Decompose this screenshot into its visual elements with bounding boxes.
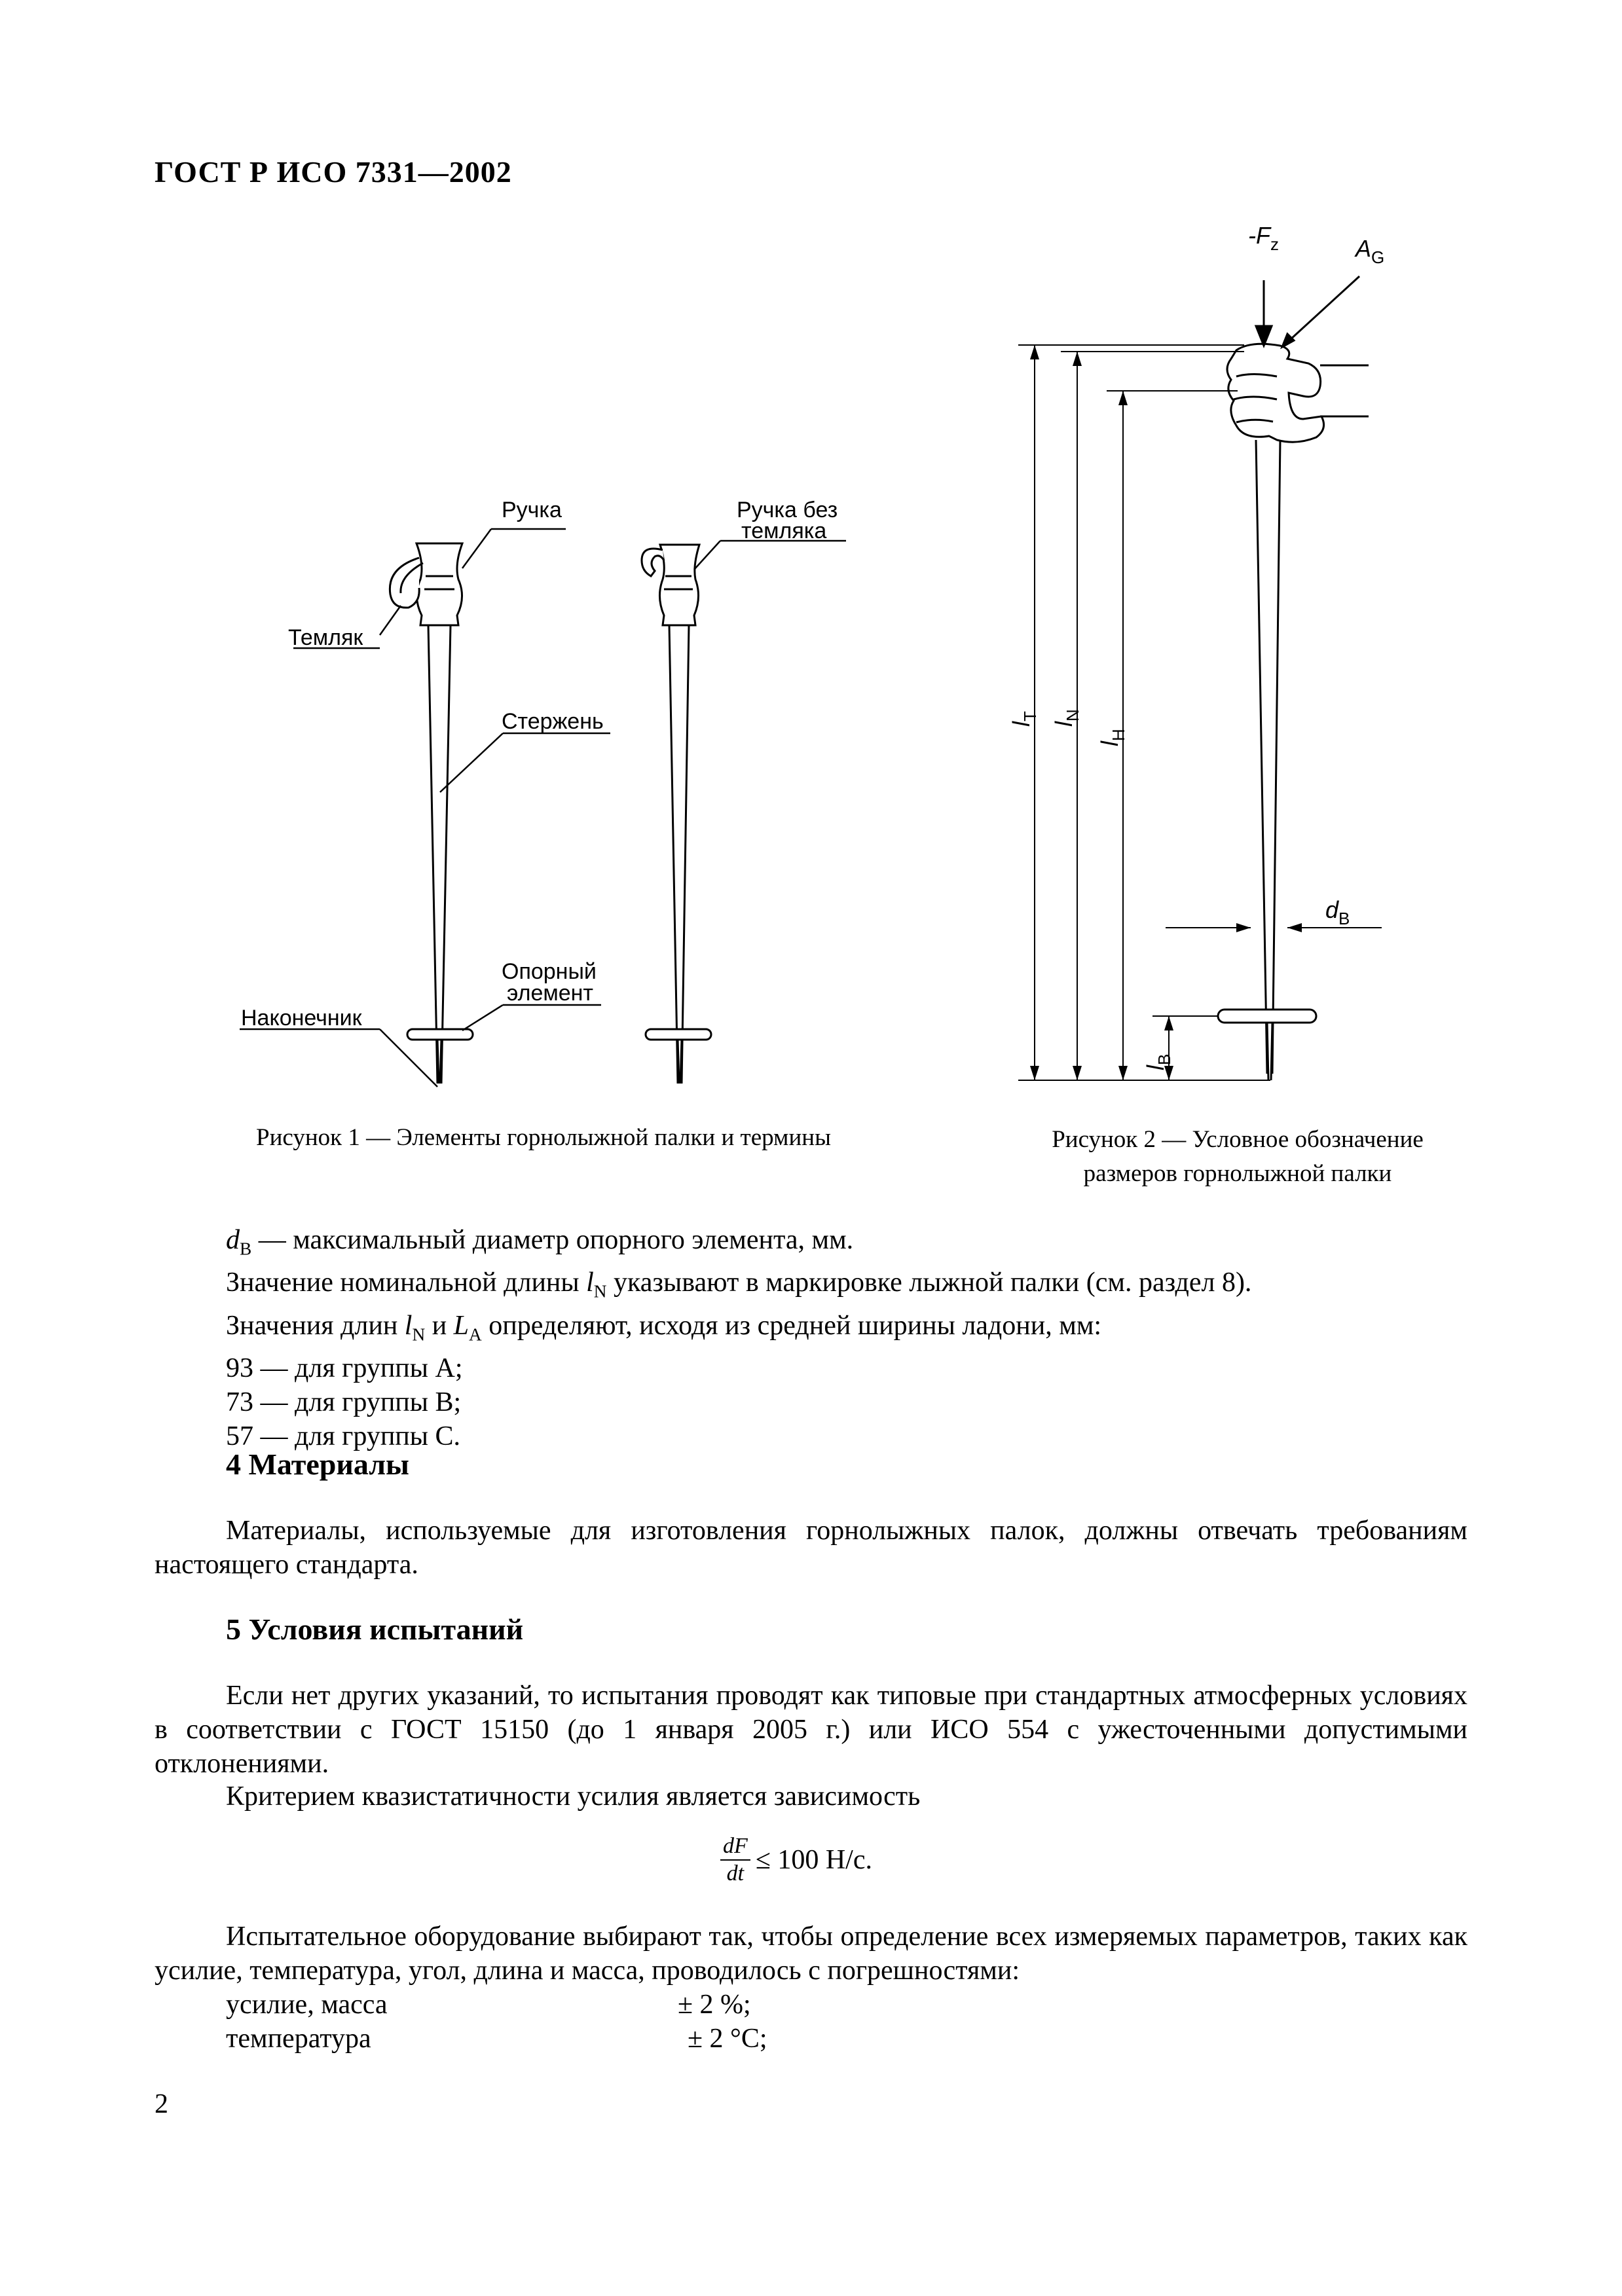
label-basket-2: элемент: [507, 981, 593, 1006]
pole-dimensioned-illustration: [1218, 344, 1369, 1080]
group-c: 57 — для группы С.: [226, 1421, 461, 1452]
figure2-caption: [956, 1123, 1519, 1191]
tolerance-row: [226, 2022, 1012, 2056]
label-force: $-F_z$: [1248, 222, 1279, 254]
formula-rhs: ≤ 100 Н/с.: [755, 1845, 872, 1875]
tolerance-value: ± 2 %;: [678, 1990, 751, 2020]
label-dB: $d_B$: [1325, 896, 1350, 928]
pole-with-strap-illustration: [390, 543, 473, 1084]
label-lN: $l_N$: [1050, 709, 1082, 727]
formula-numerator: dF: [720, 1833, 750, 1861]
section4-text: Материалы, используемые для изготовления горнолыжных палок, должны отвечать требованиям настоящего стандарта.: [155, 1516, 1467, 1580]
page-number: 2: [155, 2089, 168, 2119]
label-shaft: Стержень: [502, 709, 604, 734]
label-lT: $l_T$: [1008, 711, 1040, 727]
label-handle-no-strap-1: Ручка без: [737, 498, 838, 522]
label-lB: $l_B$: [1142, 1053, 1174, 1070]
standard-code: ГОСТ Р ИСО 7331—2002: [155, 155, 512, 189]
figure2-caption-line1: Рисунок 2 — Условное обозначение: [1052, 1126, 1424, 1153]
definitions-block: [226, 1223, 1470, 1453]
def-lengths: Значения длин $l_N$ и $L_A$ определяют, исходя из средней ширины ладони, мм:: [226, 1310, 1102, 1345]
tolerance-name: усилие, масса: [226, 1990, 388, 2020]
def-nominal: Значение номинальной длины $l_N$ указывают в маркировке лыжной палки (см. раздел 8).: [226, 1267, 1252, 1302]
section5-para1: Если нет других указаний, то испытания проводят как типовые при стандартных атмосферных условиях в соответствии с ГОСТ 15150 (до 1 января 2005 г.) или ИСО 554 с ужесточенными допустимыми отклонениями.: [155, 1681, 1467, 1779]
section4-heading: 4 Материалы: [226, 1448, 409, 1481]
def-dB: $d_B$ — максимальный диаметр опорного элемента, мм.: [226, 1225, 854, 1259]
label-handle-no-strap-2: темляка: [741, 519, 827, 543]
section5-para2: Критерием квазистатичности усилия является зависимость: [226, 1781, 921, 1812]
section5-heading: 5 Условия испытаний: [226, 1613, 524, 1646]
section5-para3: Испытательное оборудование выбирают так, чтобы определение всех измеряемых параметров, таких как усилие, температура, угол, длина и масса, проводилось с погрешностями:: [155, 1922, 1467, 1986]
tolerance-value: ± 2 °С;: [688, 2024, 767, 2054]
group-a: 93 — для группы А;: [226, 1353, 463, 1384]
label-tip: Наконечник: [241, 1006, 362, 1030]
pole-without-strap-illustration: [642, 545, 711, 1084]
formula-fraction: [720, 1833, 750, 1887]
label-grip-area: $A_G$: [1355, 235, 1385, 267]
label-basket-1: Опорный: [502, 959, 597, 984]
figure2-caption-line2: размеров горнолыжной палки: [1083, 1160, 1392, 1187]
figure1-caption: Рисунок 1 — Элементы горнолыжной палки и термины: [256, 1124, 831, 1151]
formula: [720, 1833, 872, 1887]
tolerance-list: [226, 1988, 1012, 2056]
label-lH: $l_H$: [1096, 729, 1128, 746]
label-handle: Ручка: [502, 498, 562, 522]
formula-denominator: dt: [726, 1861, 745, 1886]
tolerance-name: температура: [226, 2024, 371, 2054]
tolerance-row: [226, 1988, 1012, 2022]
group-b: 73 — для группы В;: [226, 1387, 462, 1418]
label-strap: Темляк: [288, 625, 363, 650]
